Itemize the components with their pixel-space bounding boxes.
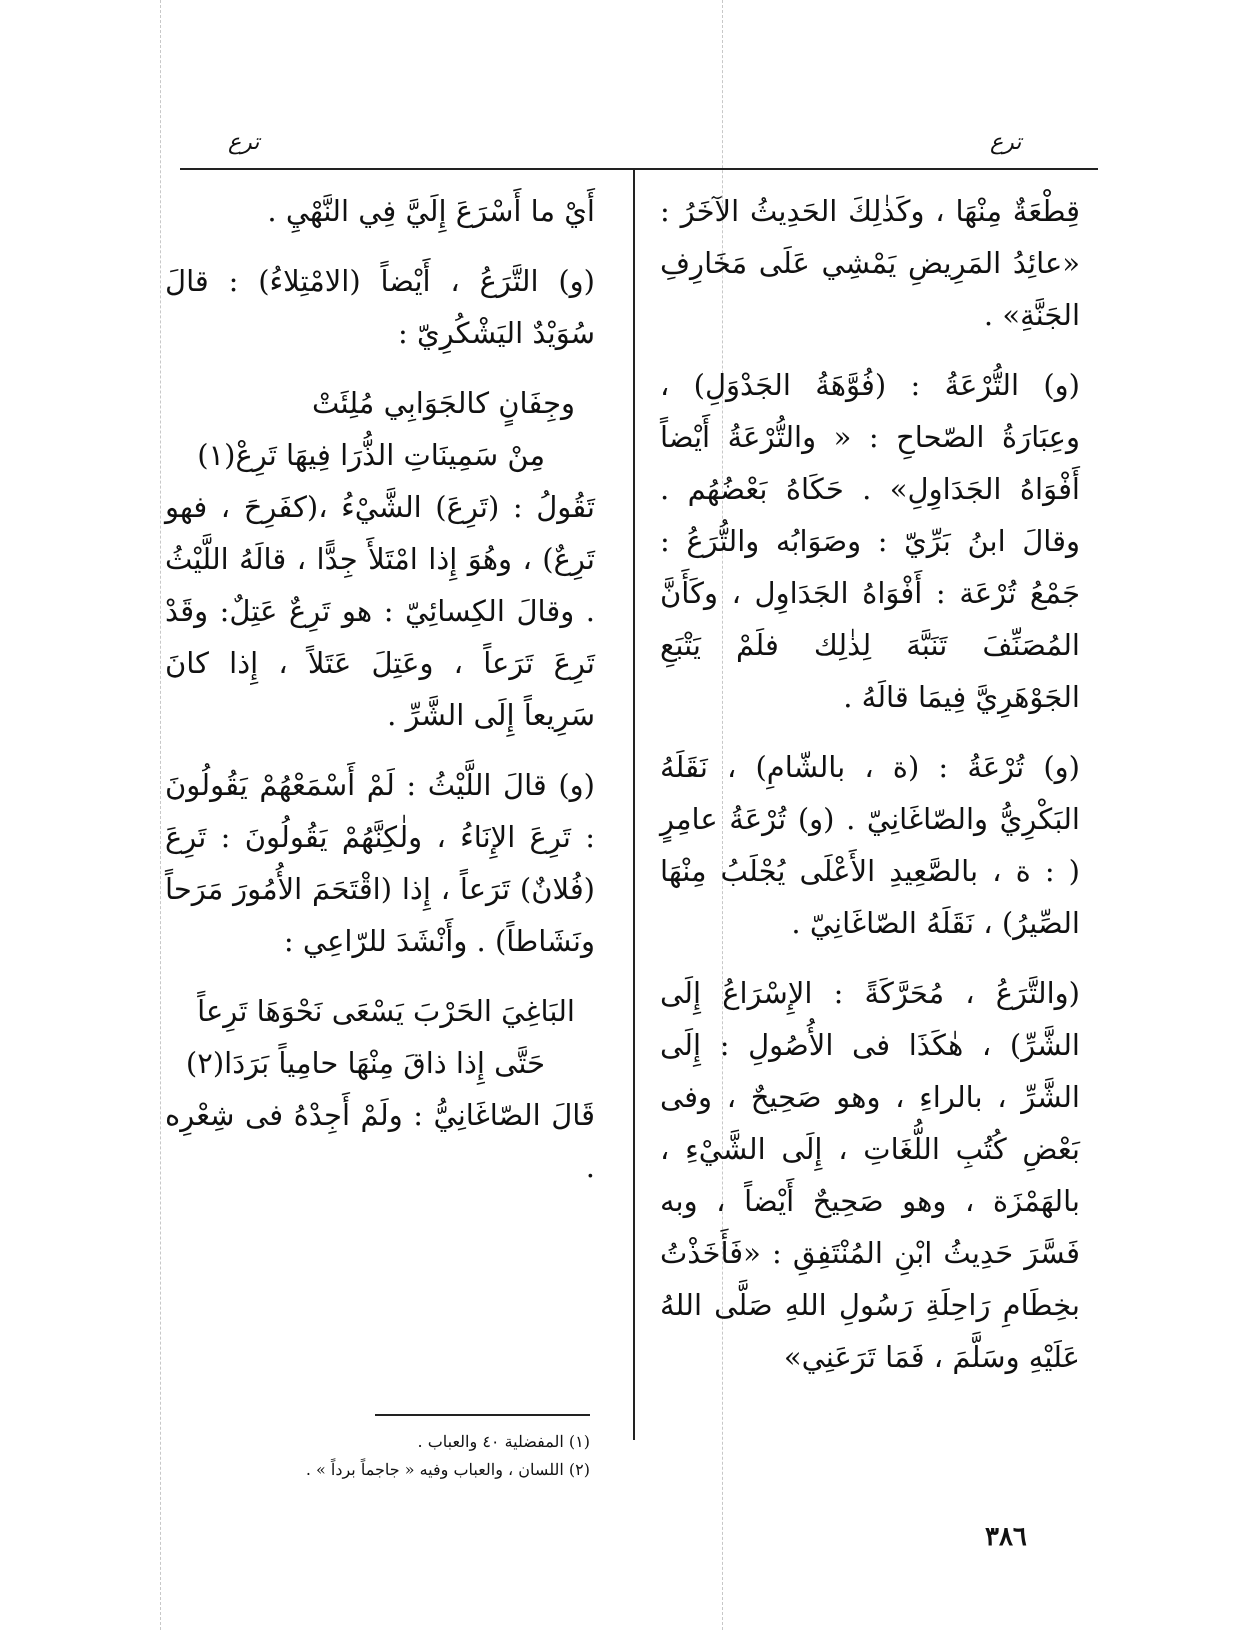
paragraph: (و) قالَ اللَّيْثُ : لَمْ أَسْمَعْهُمْ يَقُولُونَ : تَرِعَ الإِنَاءُ ، ولٰكِنَّهُمْ يَقُولُونَ : تَرِعَ (فُلانٌ) تَرَعاً ، إِذا (اقْتَحَمَ الأُمُورَ مَرَحاً ونَشَاطاً) . وأَنْشَدَ للرّاعِي :	[165, 768, 595, 958]
column-divider	[633, 170, 635, 1440]
right-column	[660, 185, 1080, 1401]
paragraph: قَالَ الصّاغَانِيُّ : ولَمْ أَجِدْهُ فى شِعْرِه .	[165, 1098, 595, 1184]
header-rule	[180, 168, 1098, 170]
verse-hemistich: البَاغِيَ الحَرْبَ يَسْعَى نَحْوَهَا تَرِعاً	[197, 994, 575, 1028]
footnotes	[240, 1428, 590, 1484]
page-number: ٣٨٦	[985, 1522, 1027, 1552]
footnote: (١) المفضلية ٤٠ والعباب .	[417, 1432, 590, 1451]
scan-dotted-line	[160, 0, 161, 1630]
paragraph: أَيْ ما أَسْرَعَ إِلَيَّ فِي النَّهْيِ .	[267, 194, 595, 228]
verse-hemistich: وجِفَانٍ كالجَوَابِي مُلِئَتْ	[311, 386, 575, 420]
header-right-word: ترع	[990, 130, 1022, 155]
left-column	[165, 185, 595, 1211]
verse-hemistich: مِنْ سَمِينَاتِ الذُّرَا فِيهَا تَرِعْ(١)	[197, 438, 545, 472]
header-left-word: ترع	[228, 130, 260, 155]
footnote-rule	[375, 1414, 590, 1416]
verse-hemistich: حَتَّى إِذا ذاقَ مِنْهَا حامِياً بَرَدَا(٢)	[185, 1046, 545, 1080]
paragraph: تَقُولُ : (تَرِعَ) الشَّيْءُ ،(كفَرِحَ ، فهو تَرِعٌ) ، وهُوَ إِذا امْتَلأَ جِدًّا ، قالَهُ اللَّيْثُ . وقالَ الكِسائِيّ : هو تَرِعٌ عَتِلٌ: وقَدْ تَرِعَ تَرَعاً ، وعَتِلَ عَتَلاً ، إِذا كانَ سَرِيعاً إِلَى الشَّرِّ .	[165, 490, 595, 732]
paragraph: (و) التُّرْعَةُ : (فُوَّهَةُ الجَدْوَلِ) ، وعِبَارَةُ الصّحاحِ : « والتُّرْعَةُ أَيْضاً أَفْوَاهُ الجَدَاوِلِ» . حَكَاهُ بَعْضُهُم . وقالَ ابنُ بَرِّيّ : وصَوَابُه والتُّرَعُ : جَمْعُ تُرْعَة : أَفْوَاهُ الجَدَاوِل ، وكَأَنَّ المُصَنِّفَ تَنَبَّهَ لِذٰلِك فلَمْ يَتْبَعِ الجَوْهَرِيَّ فِيمَا قالَهُ .	[660, 368, 1080, 714]
paragraph: (و) تُرْعَةُ : (ة ، بالشّامِ) ، نَقَلَهُ البَكْرِيُّ والصّاغَانِيّ . (و) تُرْعَةُ عامِرٍ ( : ة ، بالصَّعِيدِ الأَعْلَى يُجْلَبُ مِنْهَا الصِّيرُ) ، نَقَلَهُ الصّاغَانِيّ .	[660, 750, 1080, 940]
paragraph: قِطْعَةٌ مِنْهَا ، وكَذٰلِكَ الحَدِيثُ الآخَرُ : «عائِدُ المَرِيضِ يَمْشِي عَلَى مَخَارِفِ الجَنَّةِ» .	[660, 194, 1080, 332]
paragraph: (و) التَّرَعُ ، أَيْضاً (الامْتِلاءُ) : قالَ سُوَيْدٌ اليَشْكُرِيّ :	[165, 264, 595, 350]
paragraph: (والتَّرَعُ ، مُحَرَّكَةً : الإِسْرَاعُ إِلَى الشَّرِّ) ، هٰكَذَا فى الأُصُولِ : إِلَى الشَّرِّ ، بالراءِ ، وهو صَحِيحٌ ، وفى بَعْضِ كُتُبِ اللُّغَاتِ ، إِلَى الشَّيْءِ ، بالهَمْزَة ، وهو صَحِيحٌ أَيْضاً ، وبه فَسَّرَ حَدِيثُ ابْنِ المُنْتَفِقِ : «فَأَخَذْتُ بخِطَامِ رَاحِلَةِ رَسُولِ اللهِ صَلَّى اللهُ عَلَيْهِ وسَلَّمَ ، فَمَا تَرَعَنِي»	[660, 976, 1080, 1374]
poem-verse	[165, 377, 595, 481]
footnote: (٢) اللسان ، والعباب وفيه « جاجماً برداً » .	[305, 1460, 590, 1479]
poem-verse	[165, 985, 595, 1089]
